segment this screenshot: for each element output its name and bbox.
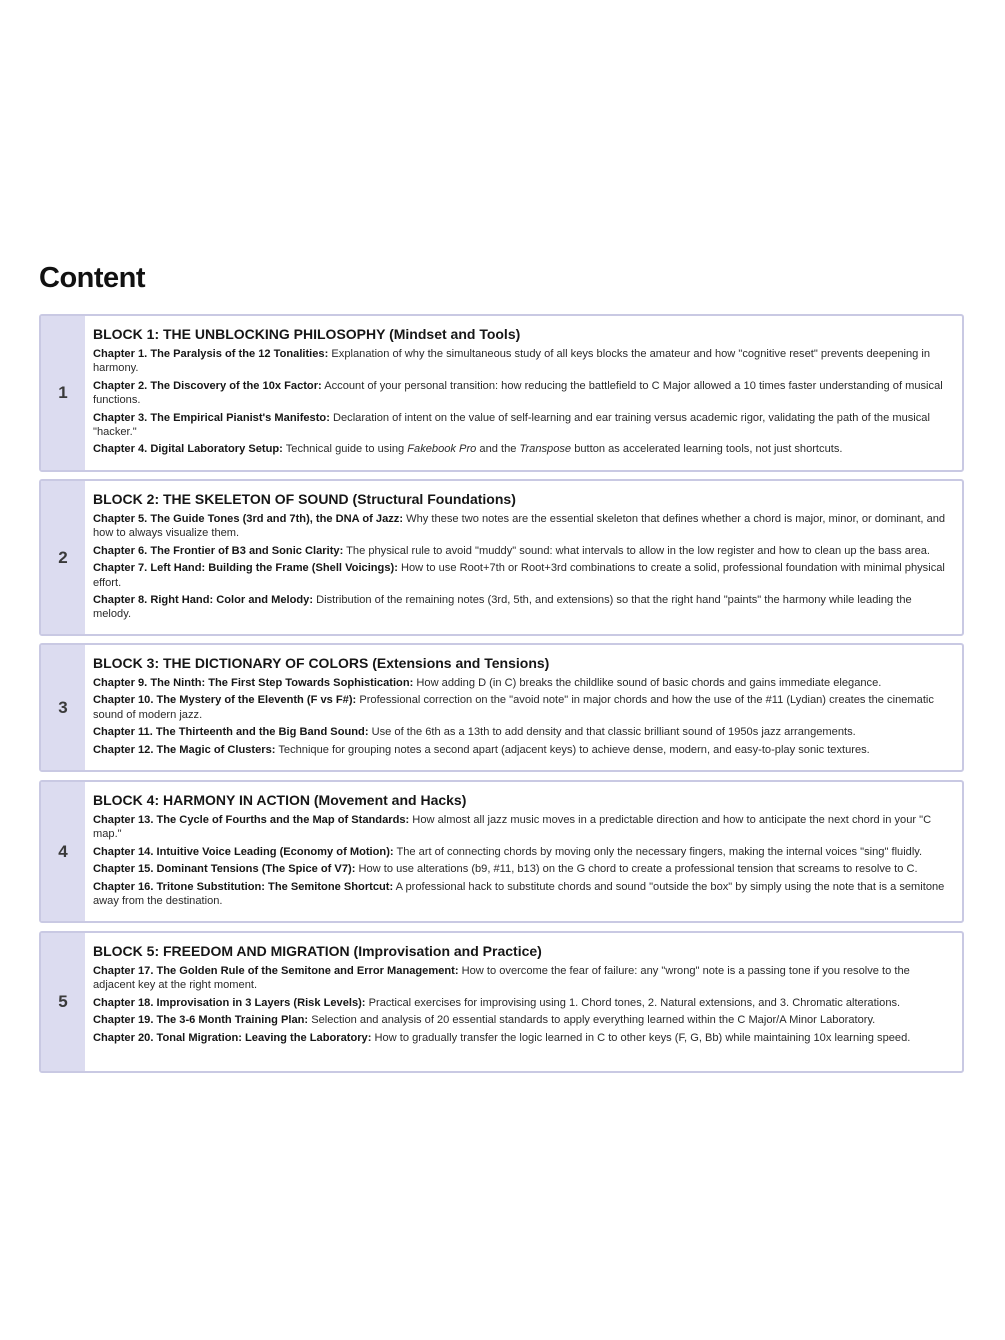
transpose-button-name: Transpose [519,443,572,456]
block-number: 3 [41,645,85,770]
chapter-label: Chapter 17. The Golden Rule of the Semitone and Error Management: [93,965,459,977]
chapter-description: button as accelerated learning tools, not just shortcuts. [571,443,843,456]
chapter-entry [93,347,952,376]
chapter-description: How to gradually transfer the logic learned in C to other keys (F, G, Bb) while maintaining 10x learning speed. [371,1031,911,1044]
chapter-entry [93,512,952,541]
chapter-entry [93,693,952,722]
content-block [39,479,964,636]
block-number: 1 [41,316,85,470]
chapter-entry [93,593,952,622]
chapter-description: Selection and analysis of 20 essential standards to apply everything learned within the C Major/A Minor Laboratory. [308,1014,876,1027]
chapter-entry [93,862,952,876]
content-block [39,780,964,923]
chapter-label: Chapter 18. Improvisation in 3 Layers (Risk Levels): [93,996,366,1009]
chapter-description: How almost all jazz music moves in a predictable direction and how to anticipate the next chord in your "C map." [93,814,932,841]
chapter-label: Chapter 6. The Frontier of B3 and Sonic Clarity: [93,544,344,557]
chapter-label: Chapter 1. The Paralysis of the 12 Tonalities: [93,348,329,360]
block-number: 2 [41,481,85,634]
chapter-description: Technique for grouping notes a second apart (adjacent keys) to achieve dense, modern, and easy-to-play sonic textures. [275,743,870,756]
chapter-label: Chapter 14. Intuitive Voice Leading (Economy of Motion): [93,845,394,858]
chapter-description: How adding D (in C) breaks the childlike sound of basic chords and gains immediate elegance. [413,677,882,689]
chapter-description: and the [476,443,520,456]
chapter-description: Declaration of intent on the value of self-learning and ear training versus academic rigor, validating the path of the musical "hacker." [93,411,930,439]
chapter-entry [93,964,952,993]
chapter-entry [93,544,952,558]
block-body [85,782,962,911]
chapter-entry [93,561,952,590]
block-number: 4 [41,782,85,921]
chapter-label: Chapter 8. Right Hand: Color and Melody: [93,594,314,607]
chapter-entry [93,1013,952,1027]
chapter-description: A professional hack to substitute chords and sound "outside the box" by simply using the note that is a semitone away from the destination. [93,880,945,908]
chapter-label: Chapter 13. The Cycle of Fourths and the Map of Standards: [93,814,410,826]
block-body [85,316,962,460]
chapter-label: Chapter 5. The Guide Tones (3rd and 7th), the DNA of Jazz: [93,513,404,525]
chapter-description: Practical exercises for improvising using 1. Chord tones, 2. Natural extensions, and 3. Chromatic alterations. [365,996,901,1009]
chapter-description: How to use alterations (b9, #11, b13) on the G chord to create a professional tension that screams to resolve to C. [355,863,918,876]
chapter-entry [93,1031,952,1045]
chapter-entry [93,845,952,859]
chapter-entry [93,379,952,408]
chapter-description: Professional correction on the "avoid note" in major chords and how the use of the #11 (Lydian) creates the cinematic sound of modern jazz. [93,694,934,721]
block-body [85,481,962,625]
page-title: Content [39,262,146,294]
chapter-description: Why these two notes are the essential skeleton that defines whether a chord is major, minor, or dominant, and how to always visualize them. [93,513,946,540]
block-body [85,645,962,760]
chapter-entry [93,676,952,690]
chapter-label: Chapter 20. Tonal Migration: Leaving the Laboratory: [93,1031,372,1044]
content-block [39,643,964,772]
chapter-label: Chapter 2. The Discovery of the 10x Factor: [93,379,322,392]
chapter-entry [93,743,952,757]
chapter-label: Chapter 12. The Magic of Clusters: [93,743,276,756]
chapter-label: Chapter 3. The Empirical Pianist's Manifesto: [93,411,330,424]
chapter-label: Chapter 16. Tritone Substitution: The Semitone Shortcut: [93,880,394,893]
block-title: BLOCK 5: FREEDOM AND MIGRATION (Improvisation and Practice) [93,943,542,959]
chapter-label: Chapter 10. The Mystery of the Eleventh (F vs F#): [93,694,357,707]
block-number: 5 [41,933,85,1071]
chapter-description: The art of connecting chords by moving only the necessary fingers, making the internal voices "sing" fluidly. [393,845,923,858]
block-body [85,933,962,1048]
chapter-entry [93,442,952,456]
app-name-fakebook-pro: Fakebook Pro [407,443,477,456]
content-block [39,931,964,1073]
chapter-label: Chapter 9. The Ninth: The First Step Towards Sophistication: [93,677,414,689]
chapter-description: Account of your personal transition: how reducing the battlefield to C Major allowed a 10 times faster understanding of musical functions. [93,379,943,407]
chapter-label: Chapter 15. Dominant Tensions (The Spice of V7): [93,863,356,876]
block-title: BLOCK 4: HARMONY IN ACTION (Movement and Hacks) [93,792,467,808]
block-title: BLOCK 3: THE DICTIONARY OF COLORS (Extensions and Tensions) [93,655,550,671]
chapter-entry [93,725,952,739]
chapter-entry [93,880,952,909]
chapter-description: Distribution of the remaining notes (3rd, 5th, and extensions) so that the right hand "paints" the harmony while leading the melody. [93,594,912,621]
chapter-description: How to overcome the fear of failure: any "wrong" note is a passing tone if you resolve to the adjacent key at the right moment. [93,965,910,992]
chapter-entry [93,411,952,440]
chapter-description: Use of the 6th as a 13th to add density and that classic brilliant sound of 1950s jazz arrangements. [368,726,856,739]
chapter-label: Chapter 19. The 3-6 Month Training Plan: [93,1014,309,1027]
chapter-description: The physical rule to avoid "muddy" sound: what intervals to allow in the low register and how to clean up the bass area. [343,544,930,557]
content-block [39,314,964,472]
chapter-description: How to use Root+7th or Root+3rd combinations to create a solid, professional foundation with minimal physical effort. [93,562,945,589]
chapter-entry [93,813,952,842]
chapter-description: Technical guide to using [282,443,408,456]
chapter-label: Chapter 7. Left Hand: Building the Frame (Shell Voicings): [93,562,398,575]
block-title: BLOCK 1: THE UNBLOCKING PHILOSOPHY (Mindset and Tools) [93,326,521,342]
chapter-entry [93,996,952,1010]
chapter-label: Chapter 11. The Thirteenth and the Big Band Sound: [93,726,369,739]
chapter-description: Explanation of why the simultaneous study of all keys blocks the amateur and how "cognitive reset" prevents deepening in harmony. [93,348,931,375]
block-title: BLOCK 2: THE SKELETON OF SOUND (Structural Foundations) [93,491,516,507]
chapter-label: Chapter 4. Digital Laboratory Setup: [93,443,283,456]
